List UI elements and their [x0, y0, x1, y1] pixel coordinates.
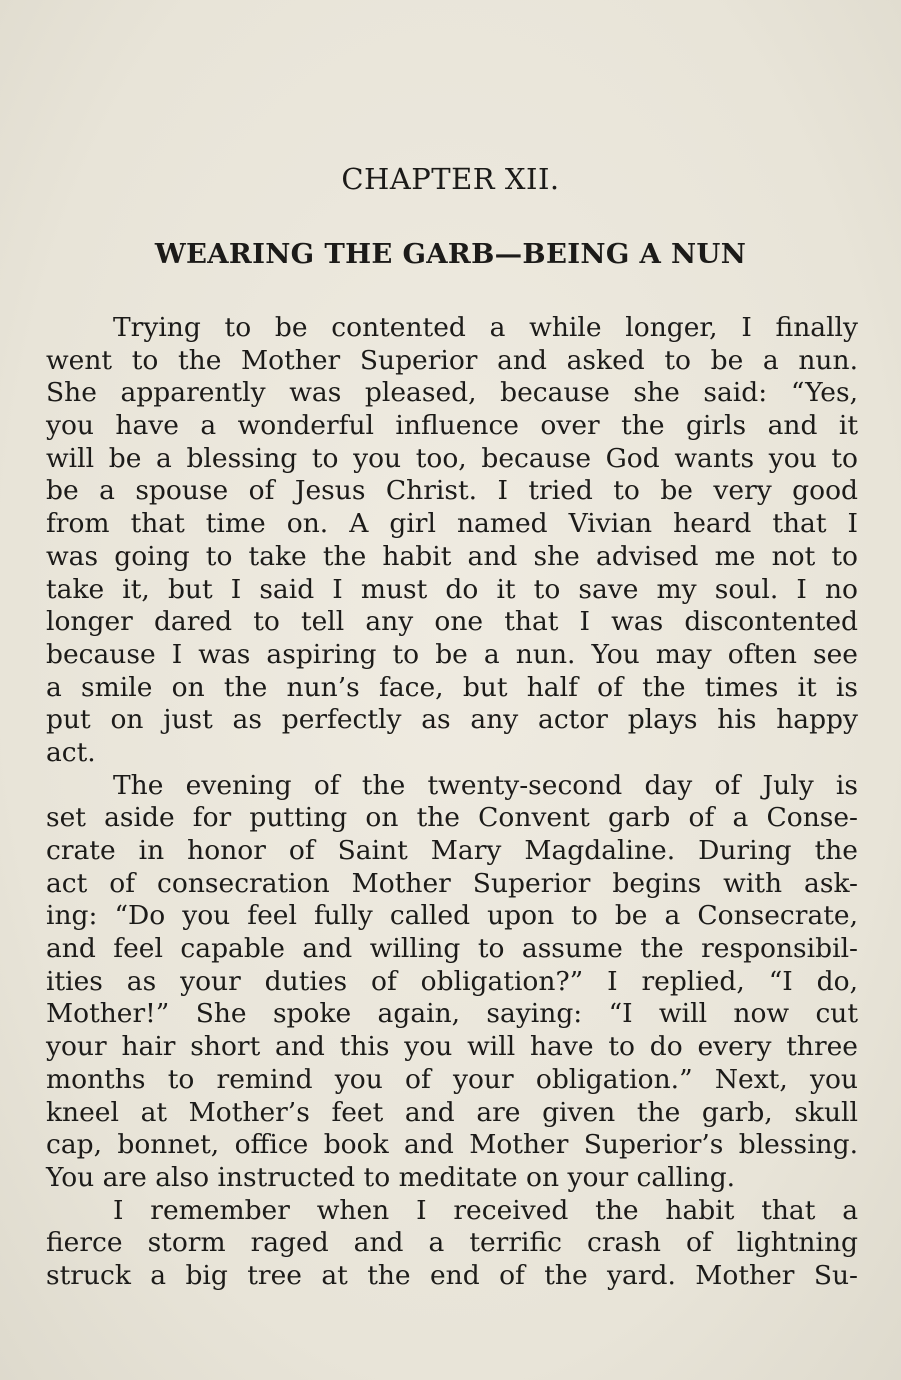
text-line: set aside for putting on the Convent garb of a Conse-	[46, 802, 858, 834]
paragraph	[46, 312, 858, 770]
text-line: ing: “Do you feel fully called upon to be a Consecrate,	[46, 900, 858, 932]
text-line: ities as your duties of obligation?” I replied, “I do,	[46, 965, 858, 997]
body-text	[46, 312, 858, 1293]
chapter-number: CHAPTER XII.	[341, 162, 560, 196]
text-line: because I was aspiring to be a nun. You may often see	[46, 638, 858, 670]
text-line: from that time on. A girl named Vivian heard that I	[46, 508, 858, 540]
text-line: be a spouse of Jesus Christ. I tried to be very good	[46, 475, 858, 507]
text-line: went to the Mother Superior and asked to be a nun.	[46, 344, 858, 376]
text-line: Trying to be contented a while longer, I finally	[113, 312, 858, 343]
text-line: I remember when I received the habit that a	[113, 1194, 858, 1226]
text-line: a smile on the nun’s face, but half of the times it is	[46, 671, 858, 703]
text-line: take it, but I said I must do it to save my soul. I no	[46, 573, 858, 605]
text-line: She apparently was pleased, because she said: “Yes,	[46, 377, 858, 409]
paragraph	[46, 770, 858, 1195]
text-line: The evening of the twenty-second day of July is	[113, 769, 858, 801]
text-line: was going to take the habit and she advised me not to	[46, 540, 858, 572]
text-line: longer dared to tell any one that I was discontented	[46, 606, 858, 638]
text-line: will be a blessing to you too, because God wants you to	[46, 442, 858, 474]
text-line: you have a wonderful influence over the girls and it	[46, 410, 858, 442]
text-line: crate in honor of Saint Mary Magdaline. During the	[46, 835, 858, 866]
text-line: act.	[46, 736, 96, 768]
text-line: Mother!” She spoke again, saying: “I will now cut	[46, 998, 858, 1030]
text-line: and feel capable and willing to assume the responsibil-	[46, 933, 858, 965]
chapter-title: WEARING THE GARB—BEING A NUN	[154, 238, 747, 270]
text-line: put on just as perfectly as any actor plays his happy	[46, 704, 858, 736]
text-line: kneel at Mother’s feet and are given the garb, skull	[46, 1096, 858, 1128]
text-line: You are also instructed to meditate on your calling.	[46, 1161, 736, 1193]
text-line: cap, bonnet, office book and Mother Superior’s blessing.	[46, 1129, 858, 1161]
text-line: struck a big tree at the end of the yard. Mother Su-	[46, 1259, 858, 1291]
text-line: months to remind you of your obligation.” Next, you	[46, 1063, 858, 1095]
paragraph	[46, 1195, 858, 1293]
text-line: fierce storm raged and a terrific crash of lightning	[46, 1227, 858, 1259]
text-line: your hair short and this you will have to do every three	[46, 1031, 858, 1063]
text-line: act of consecration Mother Superior begins with ask-	[46, 867, 858, 899]
